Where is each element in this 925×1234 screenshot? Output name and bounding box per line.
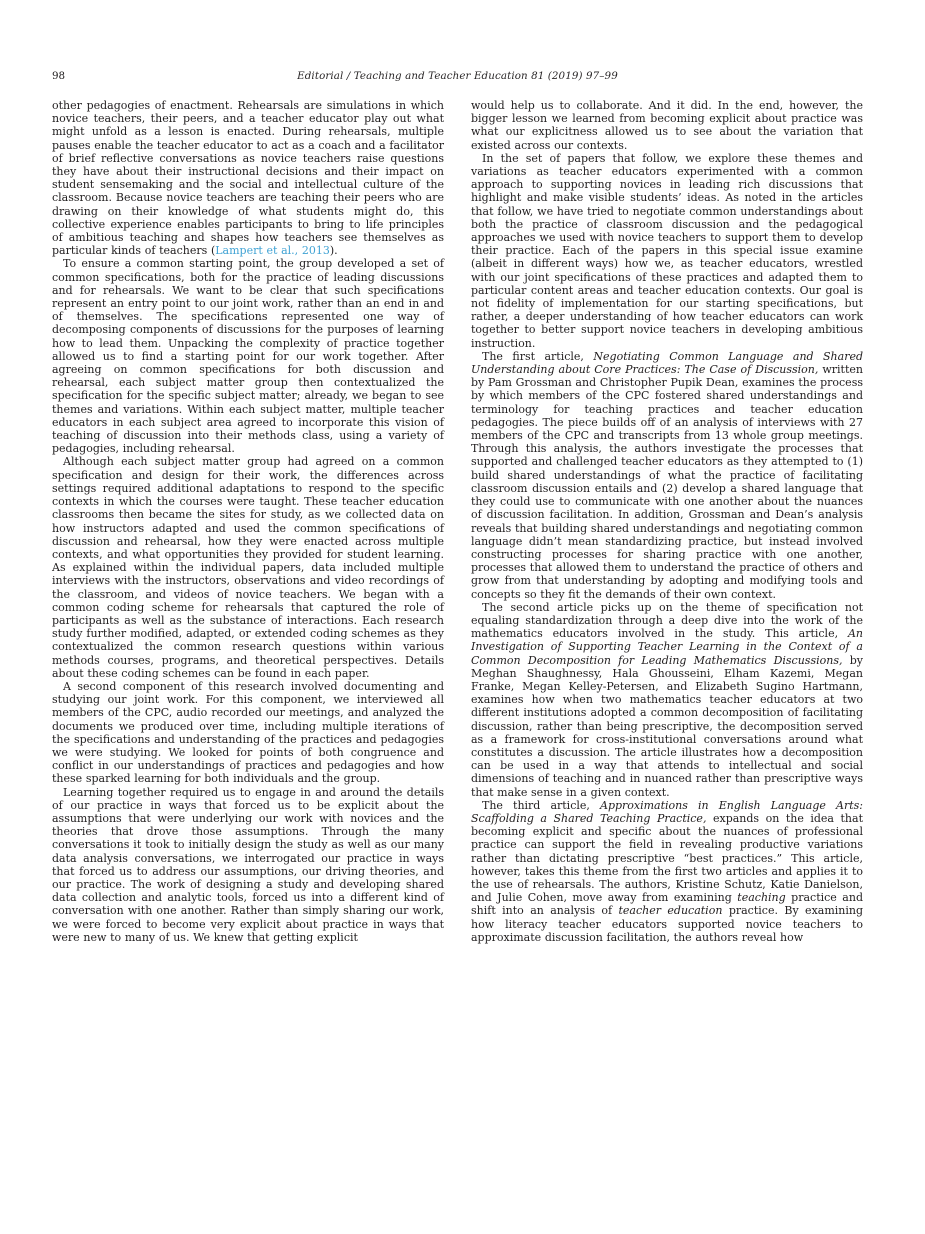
text-run: The second article picks up on the theme of specification not equaling standardization through a deep dive into the work of the mathematics educators involved in the study. This article,	[471, 600, 863, 641]
text-run: other pedagogies of enactment. Rehearsals are simulations in which novice teachers, their peers, and a teacher educator play out what might unfold as a lesson is enacted. During rehearsals, multiple pauses enable the teacher educator to act as a coach and a facilitator of brief reflective conversations as novice teachers raise questions they have about their instructional decisions and their impact on student sensemaking and the social and intellectual culture of the classroom. Because novice teachers are teaching their peers who are drawing on their knowledge of what students might do, this collective experience enables participants to bring to life principles of ambitious teaching and shapes how teachers see themselves as particular kinds of teachers (	[52, 99, 444, 258]
paragraph	[52, 786, 444, 944]
text-run: would help us to collaborate. And it did. In the end, however, the bigger lesson we learned from becoming explicit about practice was what our explicitness allowed us to see about the variation that existed across our contexts.	[471, 99, 863, 152]
text-run: Learning together required us to engage in and around the details of our practice in ways that forced us to be explicit about the assumptions that were underlying our work with novices and the theories that drove those assumptions. Through the many conversations it took to initially design the study as well as our many data analysis conversations, we interrogated our practice in ways that forced us to address our assumptions, our driving theories, and our practice. The work of designing a study and developing shared data collection and analytic tools, forced us into a different kind of conversation with one another. Rather than simply sharing our work, we were forced to become very explicit about practice in ways that were new to many of us. We knew that getting explicit	[52, 785, 444, 944]
text-run: Although each subject matter group had agreed on a common specification and design for their work, the differences across settings required additional adaptations to respond to the specific contexts in which the courses were taught. These teacher education classrooms then became the sites for study, as we collected data on how instructors adapted and used the common specifications of discussion and rehearsal, how they were enacted across multiple contexts, and what opportunities they provided for student learning. As explained within the individual papers, data included multiple interviews with the instructors, observations and video recordings of the classroom, and videos of novice teachers. We began with a common coding scheme for rehearsals that captured the role of participants as well as the substance of interactions. Each research study further modified, adapted, or extended coding schemes as they contextualized the common research questions within various methods courses, programs, and theoretical perspectives. Details about these coding schemes can be found in each paper.	[52, 455, 444, 680]
text-run: by Meghan Shaughnessy, Hala Ghousseini, Elham Kazemi, Megan Franke, Megan Kelley-Petersen, and Elizabeth Sugino Hartmann, examines how when two mathematics teacher educators at two different institutions adopted a common decomposition of facilitating discussion, rather than being prescriptive, the decomposition served as a framework for cross-institutional conversations around what constitutes a discussion. The article illustrates how a decomposition can be used in a way that attends to intellectual and social dimensions of teaching and in nuanced rather than prescriptive ways that make sense in a given context.	[471, 653, 863, 799]
text-run: ).	[329, 244, 338, 258]
page-number: 98	[52, 70, 66, 82]
paragraph	[471, 152, 863, 350]
paragraph	[471, 99, 863, 152]
paragraph	[471, 799, 863, 944]
left-column	[52, 99, 444, 944]
text-run: The third article,	[482, 798, 600, 812]
article-title-text: Negotiating Common Language and Shared Understanding about Core Practices: The Case of Discussion,	[471, 349, 864, 377]
article-title-text: teaching	[737, 891, 786, 905]
paragraph	[52, 455, 444, 679]
text-run: written by Pam Grossman and Christopher Pupik Dean, examines the process by which members of the CPC fostered shared understandings and terminology for teaching practices and teacher education pedagogies. The piece builds off of an analysis of interviews with 27 members of the CPC and transcripts from 13 whole group meetings. Through this analysis, the authors investigate the processes that supported and challenged teacher educators as they attempted to (1) build shared understandings of what the practice of facilitating classroom discussion entails and (2) develop a shared language that they could use to communicate with one another about the nuances of discussion facilitation. In addition, Grossman and Dean’s analysis reveals that building shared understandings and negotiating common language didn’t mean standardizing practice, but instead involved constructing processes for sharing practice with one another, processes that allowed them to understand the practice of others and grow from that understanding by adopting and modifying tools and concepts so they fit the demands of their own context.	[471, 363, 863, 601]
paragraph	[471, 350, 863, 601]
page-header	[52, 70, 863, 84]
running-title: Editorial / Teaching and Teacher Education 81 (2019) 97–99	[297, 70, 618, 82]
paragraph	[52, 99, 444, 257]
article-title-text: teacher education	[618, 904, 723, 918]
article-title-text: An Investigation of Supporting Teacher Learning in the Context of a Common Decomposition for Leading Mathematics Discussions,	[471, 627, 863, 667]
article-title-text: Approximations in English Language Arts: Scaffolding a Shared Teaching Practice,	[471, 798, 863, 825]
paragraph	[52, 680, 444, 786]
text-run: practice and shift into an analysis of	[471, 891, 863, 918]
text-run: The first article,	[482, 349, 594, 363]
paragraph	[52, 257, 444, 455]
text-run: practice. By examining how literacy teacher educators supported novice teachers to approximate discussion facilitation, the authors reveal how	[471, 904, 864, 944]
paragraph	[471, 601, 863, 799]
right-column	[471, 99, 863, 944]
two-column-body	[52, 99, 863, 944]
text-run: To ensure a common starting point, the group developed a set of common specifications, both for the practice of leading discussions and for rehearsals. We want to be clear that such specifications represent an entry point to our joint work, rather than an end in and of themselves. The specifications represented one way of decomposing components of discussions for the purposes of learning how to lead them. Unpacking the complexity of practice together allowed us to find a starting point for our work together. After agreeing on common specifications for both discussion and rehearsal, each subject matter group then contextualized the specification for the specific subject matter; already, we began to see themes and variations. Within each subject matter, multiple teacher educators in each subject area agreed to incorporate this vision of teaching of discussion into their methods class, using a variety of pedagogies, including rehearsal.	[52, 257, 444, 456]
citation-link[interactable]: Lampert et al., 2013	[215, 244, 330, 258]
text-run: A second component of this research involved documenting and studying our joint work. For this component, we interviewed all members of the CPC, audio recorded our meetings, and analyzed the documents we produced over time, including multiple iterations of the specifications and understanding of the practices and pedagogies we were studying. We looked for points of both congruence and conflict in our understandings of practices and pedagogies and how these sparked learning for both individuals and the group.	[52, 679, 444, 786]
text-run: expands on the idea that becoming explicit and specific about the nuances of professional practice can support the field in revealing productive variations rather than dictating prescriptive “best practices.” This article, however, takes this theme from the first two articles and applies it to the use of rehearsals. The authors, Kristine Schutz, Katie Danielson, and Julie Cohen, move away from examining	[471, 811, 863, 905]
text-run: In the set of papers that follow, we explore these themes and variations as teacher educators experimented with a common approach to supporting novices in leading rich discussions that highlight and make visible students’ ideas. As noted in the articles that follow, we have tried to negotiate common understandings about both the practice of classroom discussion and the pedagogical approaches we used with novice teachers to support them to develop their practice. Each of the papers in this special issue examine (albeit in different ways) how we, as teacher educators, wrestled with our joint specifications of these practices and adapted them to particular content areas and teacher education contexts. Our goal is not fidelity of implementation for our starting specifications, but rather, a deeper understanding of how teacher educators can work together to better support novice teachers in developing ambitious instruction.	[471, 151, 863, 350]
